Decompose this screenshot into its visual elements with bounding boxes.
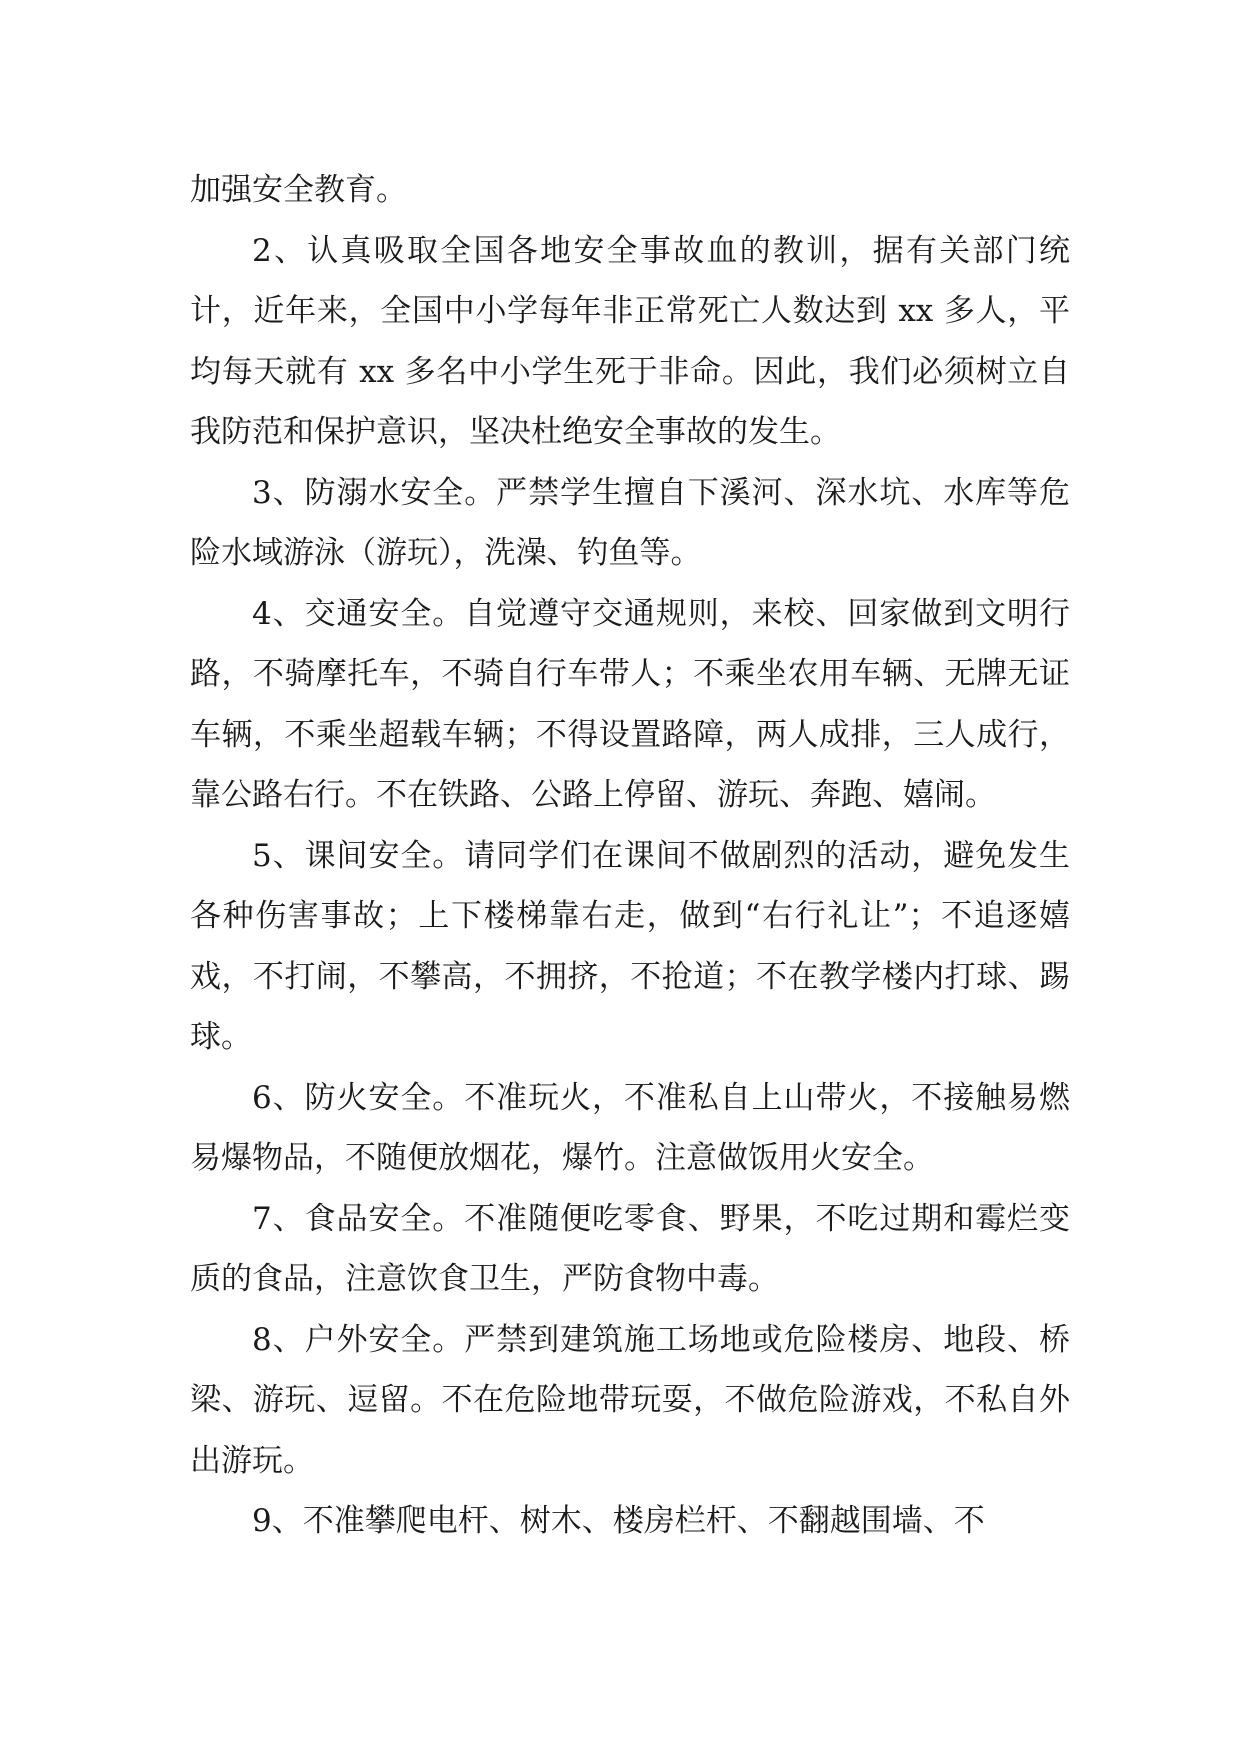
paragraph-item-5: 5、课间安全。请同学们在课间不做剧烈的活动，避免发生各种伤害事故；上下楼梯靠右走，做到“右行礼让”；不追逐嬉戏，不打闹，不攀高，不拥挤，不抢道；不在教学楼内打球、踢球。 — [190, 837, 1070, 1055]
paragraph-item-8: 8、户外安全。严禁到建筑施工场地或危险楼房、地段、桥梁、游玩、逗留。不在危险地带玩耍，不做危险游戏，不私自外出游玩。 — [190, 1321, 1070, 1479]
paragraph-item-9: 9、不准攀爬电杆、树木、楼房栏杆、不翻越围墙、不 — [252, 1503, 985, 1539]
document-body — [190, 160, 1070, 1552]
paragraph-item-6: 6、防火安全。不准玩火，不准私自上山带火，不接触易燃易爆物品，不随便放烟花，爆竹。注意做饭用火安全。 — [190, 1079, 1070, 1176]
paragraph-item-2: 2、认真吸取全国各地安全事故血的教训，据有关部门统计，近年来，全国中小学每年非正常死亡人数达到 xx 多人，平均每天就有 xx 多名中小学生死于非命。因此，我们必须树立自我防范和保护意识，坚决杜绝安全事故的发生。 — [190, 232, 1070, 450]
paragraph-item-4: 4、交通安全。自觉遵守交通规则，来校、回家做到文明行路，不骑摩托车，不骑自行车带人；不乘坐农用车辆、无牌无证车辆，不乘坐超载车辆；不得设置路障，两人成排，三人成行，靠公路右行。不在铁路、公路上停留、游玩、奔跑、嬉闹。 — [190, 595, 1070, 813]
paragraph-item-3: 3、防溺水安全。严禁学生擅自下溪河、深水坑、水库等危险水域游泳（游玩），洗澡、钓鱼等。 — [190, 474, 1070, 571]
paragraph-item-7: 7、食品安全。不准随便吃零食、野果，不吃过期和霉烂变质的食品，注意饮食卫生，严防食物中毒。 — [190, 1200, 1070, 1297]
paragraph-continuation: 加强安全教育。 — [190, 172, 407, 208]
